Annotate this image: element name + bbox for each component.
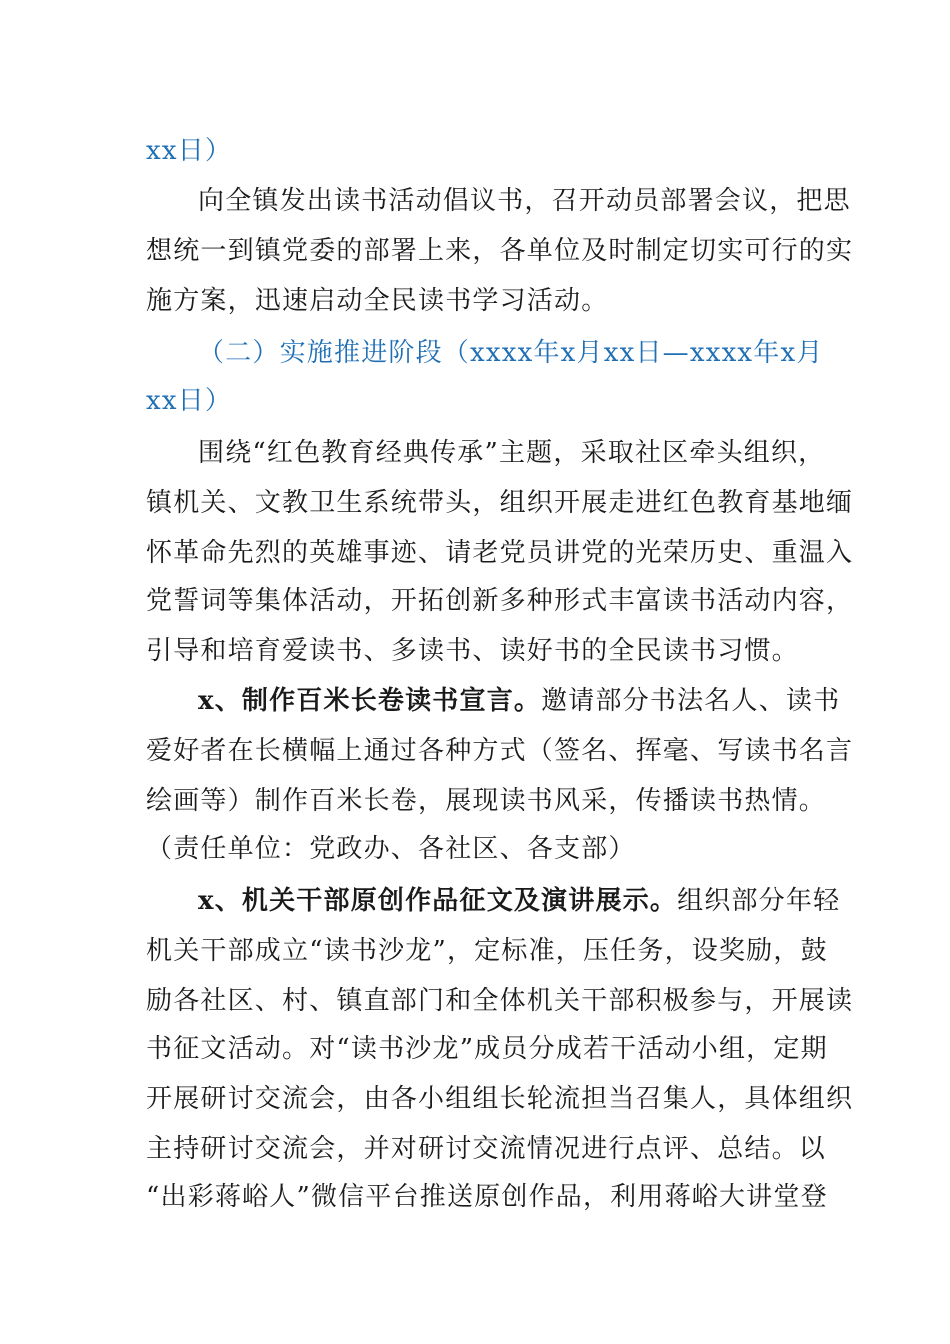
paragraph-line: 书征文活动。对“读书沙龙”成员分成若干活动小组，定期: [146, 1034, 828, 1064]
paragraph-line: 怀革命先烈的英雄事迹、请老党员讲党的光荣历史、重温入: [146, 538, 854, 568]
item-heading-line: [198, 876, 841, 926]
paragraph-line: 开展研讨交流会，由各小组组长轮流担当召集人，具体组织: [146, 1084, 854, 1114]
paragraph-line: 围绕“红色教育经典传承”主题，采取社区牵头组织，: [198, 438, 826, 468]
paragraph-line: （责任单位：党政办、各社区、各支部）: [146, 834, 636, 864]
item-title: x、制作百米长卷读书宣言。: [198, 686, 542, 716]
paragraph-line: 施方案，迅速启动全民读书学习活动。: [146, 286, 609, 316]
paragraph-line: 镇机关、文教卫生系统带头，组织开展走进红色教育基地缅: [146, 488, 854, 518]
paragraph-line: 向全镇发出读书活动倡议书，召开动员部署会议，把思: [198, 186, 851, 216]
section-heading: （二）实施推进阶段（xxxx年x月xx日—xxxx年x月: [198, 338, 824, 368]
paragraph-line: 励各社区、村、镇直部门和全体机关干部积极参与，开展读: [146, 986, 854, 1016]
paragraph-line: 爱好者在长横幅上通过各种方式（签名、挥毫、写读书名言: [146, 736, 854, 766]
paragraph-line: 机关干部成立“读书沙龙”，定标准，压任务，设奖励，鼓: [146, 936, 828, 966]
paragraph-line: 主持研讨交流会，并对研讨交流情况进行点评、总结。以: [146, 1134, 827, 1164]
item-text: 组织部分年轻: [677, 886, 841, 916]
item-title: x、机关干部原创作品征文及演讲展示。: [198, 886, 678, 916]
paragraph-line: 想统一到镇党委的部署上来，各单位及时制定切实可行的实: [146, 236, 854, 266]
heading-continuation: xx日）: [146, 136, 233, 166]
item-heading-line: [198, 676, 841, 726]
heading-continuation: xx日）: [146, 386, 233, 416]
paragraph-line: 党誓词等集体活动，开拓创新多种形式丰富读书活动内容，: [146, 586, 854, 616]
paragraph-line: 绘画等）制作百米长卷，展现读书风采，传播读书热情。: [146, 786, 827, 816]
paragraph-line: 引导和培育爱读书、多读书、读好书的全民读书习惯。: [146, 636, 799, 666]
item-text: 邀请部分书法名人、读书: [541, 686, 841, 716]
paragraph-line: “出彩蒋峪人”微信平台推送原创作品，利用蒋峪大讲堂登: [146, 1182, 828, 1212]
